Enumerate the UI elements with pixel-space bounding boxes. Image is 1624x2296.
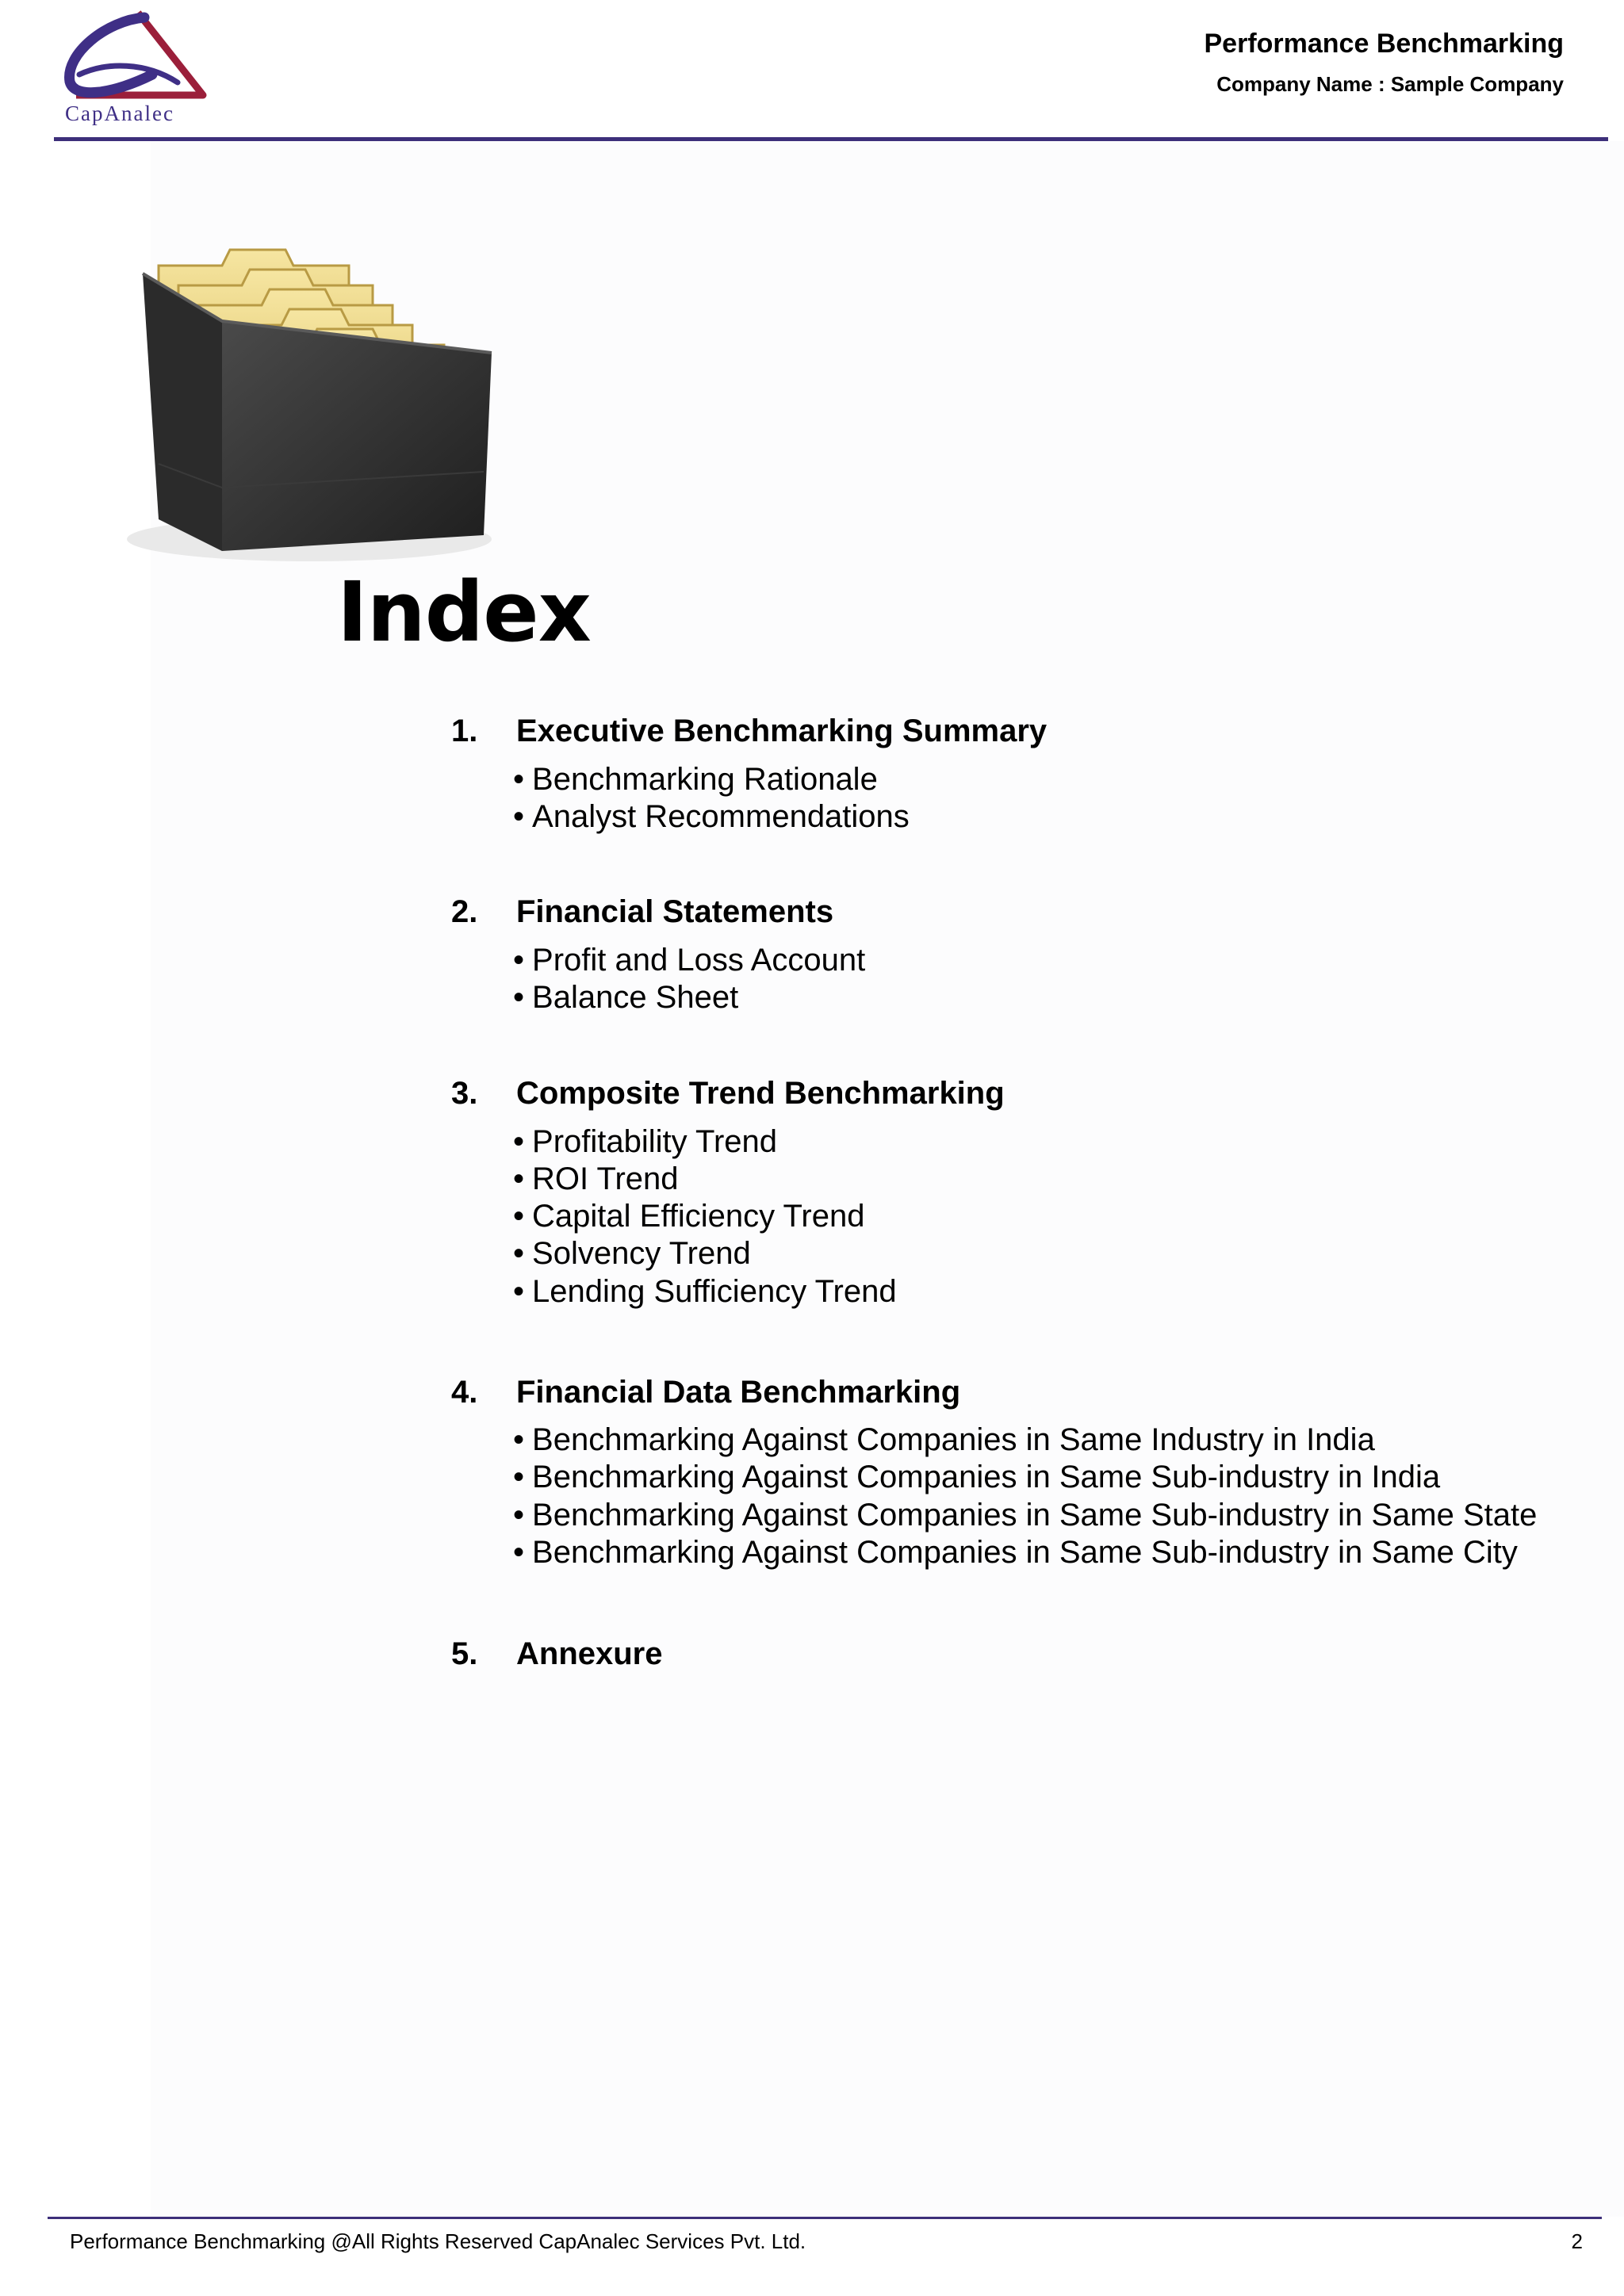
section-number: 2. xyxy=(451,894,478,929)
list-item[interactable]: • Benchmarking Against Companies in Same Sub-industry in Same State xyxy=(513,1498,1538,1533)
page-title: Index xyxy=(337,564,591,660)
list-item[interactable]: • Solvency Trend xyxy=(513,1236,751,1271)
list-item[interactable]: • Analyst Recommendations xyxy=(513,799,910,834)
list-item[interactable]: • Balance Sheet xyxy=(513,980,739,1015)
logo-wordmark: CapAnalec xyxy=(65,101,174,125)
bullet-icon: • xyxy=(513,1274,525,1309)
section-number: 4. xyxy=(451,1375,478,1410)
list-item[interactable]: • Capital Efficiency Trend xyxy=(513,1199,865,1234)
page-number: 2 xyxy=(1571,2229,1583,2253)
bullet-icon: • xyxy=(513,943,525,978)
bullet-icon: • xyxy=(513,980,525,1015)
list-item[interactable]: • Profitability Trend xyxy=(513,1124,778,1159)
bullet-icon: • xyxy=(513,1161,525,1196)
footer-divider xyxy=(48,2217,1602,2219)
list-item[interactable]: • Benchmarking Against Companies in Same Industry in India xyxy=(513,1422,1375,1457)
bullet-icon: • xyxy=(513,1124,525,1159)
section-label: Executive Benchmarking Summary xyxy=(516,714,1048,748)
footer-text: Performance Benchmarking @All Rights Reserved CapAnalec Services Pvt. Ltd. xyxy=(70,2229,806,2253)
section-label: Composite Trend Benchmarking xyxy=(516,1076,1005,1111)
bullet-icon: • xyxy=(513,762,525,797)
bullet-icon: • xyxy=(513,1422,525,1457)
header-company-name: Company Name : Sample Company xyxy=(1216,72,1564,96)
header-title: Performance Benchmarking xyxy=(1204,29,1564,59)
bullet-icon: • xyxy=(513,1535,525,1570)
list-item[interactable]: • Lending Sufficiency Trend xyxy=(513,1274,897,1309)
bullet-icon: • xyxy=(513,1498,525,1533)
bullet-icon: • xyxy=(513,1460,525,1494)
list-item[interactable]: • Benchmarking Against Companies in Same Sub-industry in India xyxy=(513,1460,1441,1494)
list-item[interactable]: • Benchmarking Rationale xyxy=(513,762,878,797)
section-label: Financial Data Benchmarking xyxy=(516,1375,961,1410)
section-number: 5. xyxy=(451,1636,478,1671)
bullet-icon: • xyxy=(513,799,525,834)
bullet-icon: • xyxy=(513,1236,525,1271)
file-box-icon xyxy=(111,202,508,567)
list-item[interactable]: • Benchmarking Against Companies in Same Sub-industry in Same City xyxy=(513,1535,1518,1570)
section-number: 3. xyxy=(451,1076,478,1111)
header-divider xyxy=(54,137,1608,141)
section-number: 1. xyxy=(451,714,478,748)
list-item[interactable]: • ROI Trend xyxy=(513,1161,679,1196)
list-item[interactable]: • Profit and Loss Account xyxy=(513,943,866,978)
section-label: Annexure xyxy=(516,1636,663,1671)
section-label: Financial Statements xyxy=(516,894,834,929)
bullet-icon: • xyxy=(513,1199,525,1234)
